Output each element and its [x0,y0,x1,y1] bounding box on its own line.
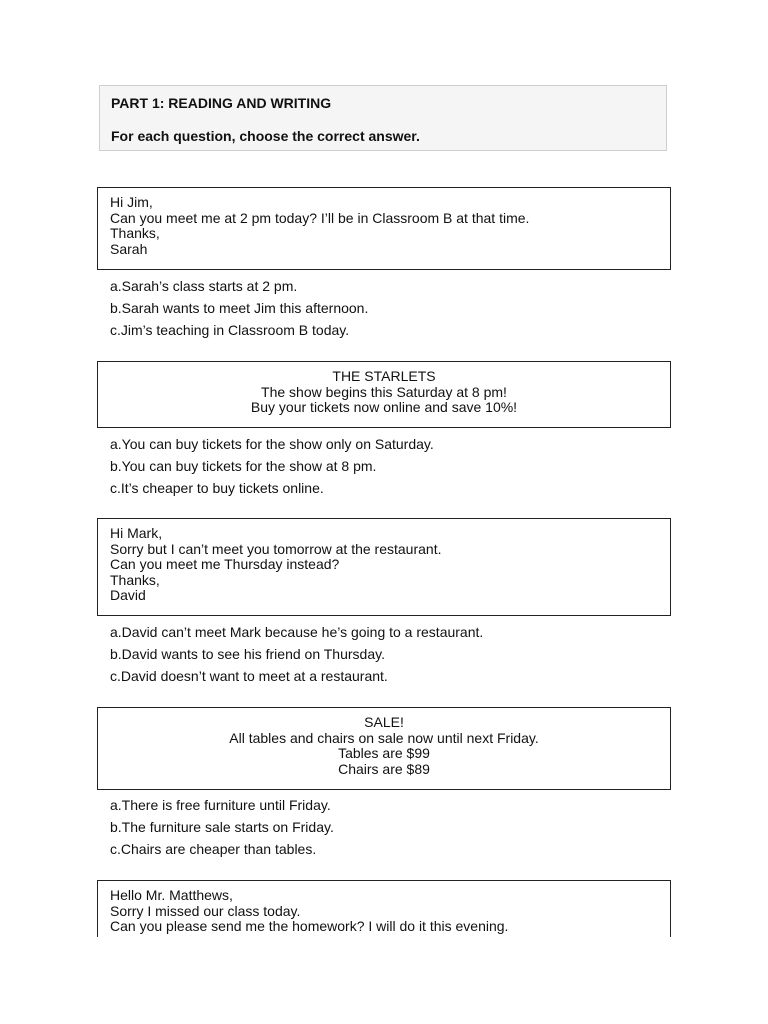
message-line: Chairs are $89 [338,760,430,777]
answer-options-3 [110,621,483,687]
answer-option-a[interactable]: a.You can buy tickets for the show only on Saturday. [110,436,434,452]
message-line: All tables and chairs on sale now until next Friday. [229,729,539,746]
answer-option-a[interactable]: a.Sarah’s class starts at 2 pm. [110,278,298,294]
message-line: Can you meet me at 2 pm today? I’ll be in Classroom B at that time. [110,209,530,226]
part-header [99,85,667,151]
message-box-1 [97,187,671,270]
answer-option-c[interactable]: c.It’s cheaper to buy tickets online. [110,480,324,496]
message-line: Buy your tickets now online and save 10%! [250,399,518,415]
answer-option-b[interactable]: b.You can buy tickets for the show at 8 pm. [110,458,377,474]
answer-options-1 [110,275,368,341]
notice-box-4 [97,707,671,790]
message-line: Hi Jim, [110,194,153,210]
message-line: Sorry I missed our class today. [110,902,301,919]
answer-option-b[interactable]: b.Sarah wants to meet Jim this afternoon. [110,300,369,316]
instructions: For each question, choose the correct answer. [111,128,420,144]
answer-option-a[interactable]: a.There is free furniture until Friday. [110,797,331,813]
answer-option-c[interactable]: c.David doesn’t want to meet at a restaurant. [110,668,388,684]
answer-option-a[interactable]: a.David can’t meet Mark because he’s going to a restaurant. [110,624,484,640]
message-line: Hello Mr. Matthews, [110,887,233,903]
message-line: Can you please send me the homework? I will do it this evening. [110,918,509,934]
message-line: Can you meet me Thursday instead? [110,556,340,572]
notice-box-2 [97,361,671,428]
message-line: Sorry but I can’t meet you tomorrow at the restaurant. [110,540,442,557]
message-line: Thanks, [110,225,160,241]
message-line: The show begins this Saturday at 8 pm! [261,383,507,400]
message-line: Thanks, [110,571,160,588]
message-line: SALE! [364,714,404,730]
part-title: PART 1: READING AND WRITING [111,95,332,111]
message-line: Sarah [110,240,148,257]
answer-options-2 [110,433,434,499]
message-line: THE STARLETS [332,368,436,384]
message-line: Hi Mark, [110,525,163,541]
message-line: David [110,587,146,603]
answer-option-c[interactable]: c.Jim’s teaching in Classroom B today. [110,322,350,338]
message-box-5 [97,880,671,937]
answer-options-4 [110,794,334,860]
message-line: Tables are $99 [338,745,430,761]
answer-option-b[interactable]: b.The furniture sale starts on Friday. [110,819,334,835]
answer-option-b[interactable]: b.David wants to see his friend on Thursday. [110,646,385,662]
answer-option-c[interactable]: c.Chairs are cheaper than tables. [110,841,317,857]
message-box-3 [97,518,671,616]
